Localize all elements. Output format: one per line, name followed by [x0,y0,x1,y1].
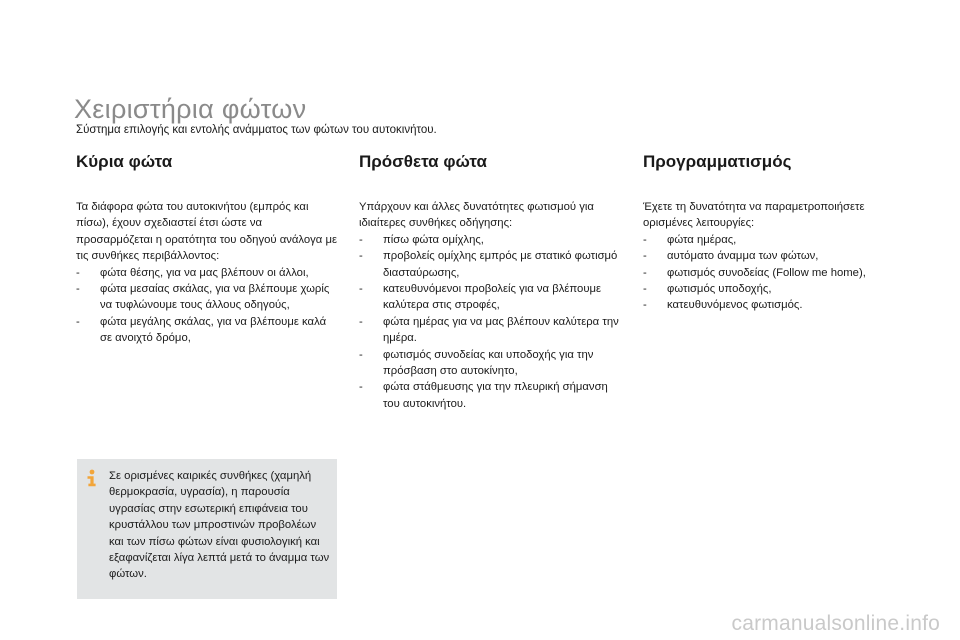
list-item: - φωτισμός συνοδείας και υποδοχής για την πρόσβαση στο αυτοκίνητο, [359,347,621,380]
bullet-list [643,232,905,314]
list-item: - φώτα στάθμευσης για την πλευρική σήμανση του αυτοκινήτου. [359,379,621,412]
watermark: carmanualsonline.info [731,612,940,635]
bullet-list [76,265,338,347]
list-item: - φωτισμός συνοδείας (Follow me home), [643,265,905,281]
bullet-list [359,232,621,412]
list-item: - προβολείς ομίχλης εμπρός με στατικό φωτισμό διασταύρωσης, [359,248,621,281]
list-item: - φώτα ημέρας, [643,232,905,248]
info-note-text: Σε ορισμένες καιρικές συνθήκες (χαμηλή θερμοκρασία, υγρασία), η παρουσία υγρασίας στην εσωτερική επιφάνεια του κρυστάλλου των μπροστινών προβολέων και των πίσω φώτων είναι φυσιολογική και εξαφανίζεται λίγα λεπτά μετά το άναμμα των φώτων. [109,470,330,581]
section-heading-additional-lights: Πρόσθετα φώτα [359,152,487,171]
page-subtitle: Σύστημα επιλογής και εντολής ανάμματος των φώτων του αυτοκινήτου. [76,124,437,136]
list-item: - φώτα θέσης, για να μας βλέπουν οι άλλοι, [76,265,338,281]
list-item: - φώτα μεγάλης σκάλας, για να βλέπουμε καλά σε ανοιχτό δρόμο, [76,314,338,347]
column-main-lights [76,152,338,347]
section-heading-programming: Προγραμματισμός [643,152,792,171]
section-intro: Τα διάφορα φώτα του αυτοκινήτου (εμπρός και πίσω), έχουν σχεδιαστεί έτσι ώστε να προσαρμόζεται η ορατότητα του οδηγού ανάλογα με τις συνθήκες περιβάλλοντος: [76,201,338,263]
column-additional-lights [359,152,621,412]
list-item: - αυτόματο άναμμα των φώτων, [643,248,905,264]
list-item: - φώτα ημέρας για να μας βλέπουν καλύτερα την ημέρα. [359,314,621,347]
column-programming [643,152,905,314]
list-item: - φώτα μεσαίας σκάλας, για να βλέπουμε χωρίς να τυφλώνουμε τους άλλους οδηγούς, [76,281,338,314]
section-intro: Έχετε τη δυνατότητα να παραμετροποιήσετε ορισμένες λειτουργίες: [643,201,865,230]
info-icon [85,469,99,487]
page-title: Χειριστήρια φώτων [74,94,307,124]
section-intro: Υπάρχουν και άλλες δυνατότητες φωτισμού για ιδιαίτερες συνθήκες οδήγησης: [359,201,594,230]
section-heading-main-lights: Κύρια φώτα [76,152,173,171]
list-item: - κατευθυνόμενοι προβολείς για να βλέπουμε καλύτερα στις στροφές, [359,281,621,314]
list-item: - φωτισμός υποδοχής, [643,281,905,297]
info-note-box [77,459,337,599]
list-item: - κατευθυνόμενος φωτισμός. [643,297,905,313]
list-item: - πίσω φώτα ομίχλης, [359,232,621,248]
